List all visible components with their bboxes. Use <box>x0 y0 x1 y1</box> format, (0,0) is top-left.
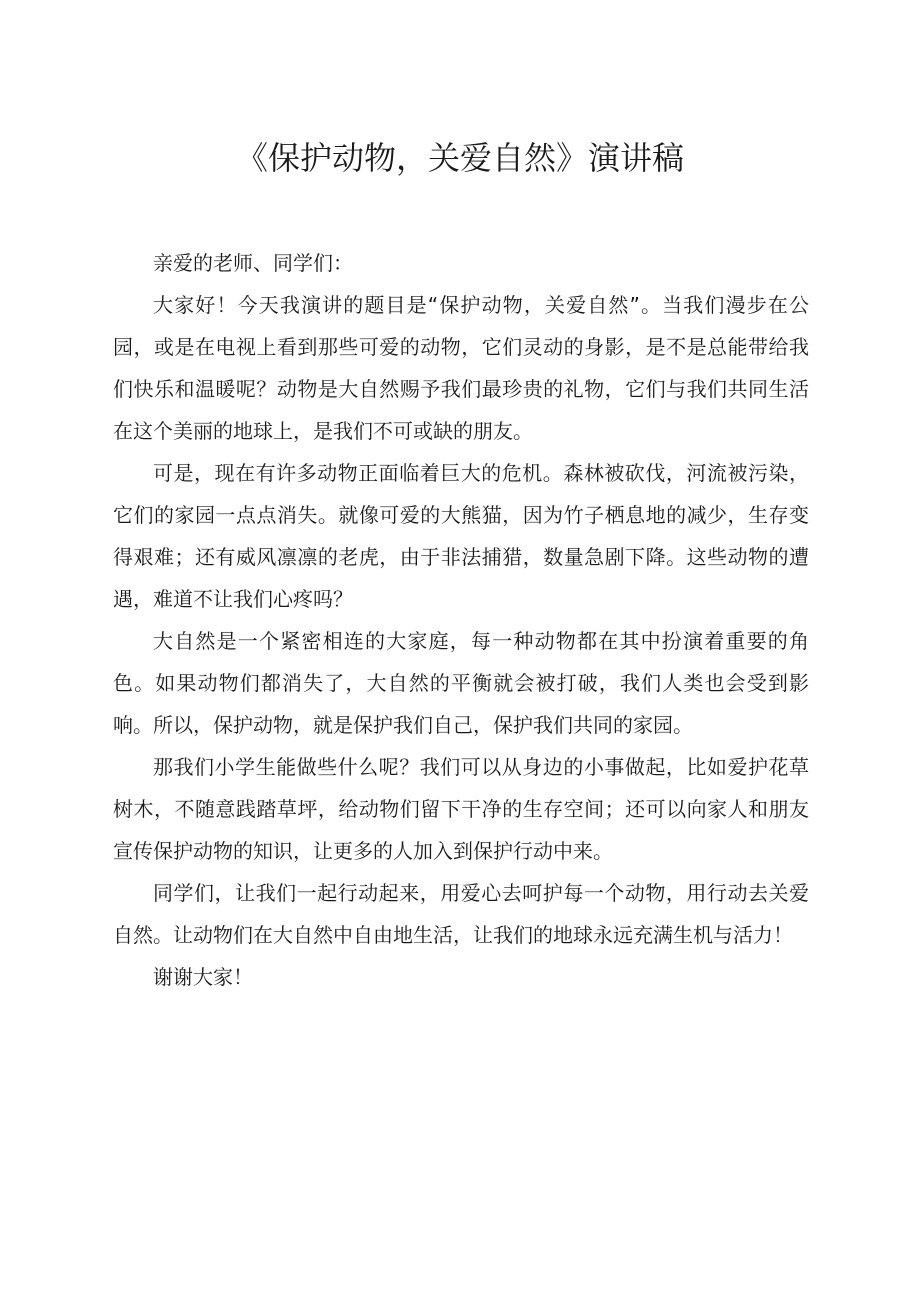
closing-paragraph: 谢谢大家！ <box>153 965 253 989</box>
body-paragraph: 同学们，让我们一起行动起来，用爱心去呵护每一个动物，用行动去关爱自然。让动物们在大自然中自由地生活，让我们的地球永远充满生机与活力！ <box>113 881 809 947</box>
body-paragraph: 那我们小学生能做些什么呢？我们可以从身边的小事做起，比如爱护花草树木，不随意践踏草坪，给动物们留下干净的生存空间；还可以向家人和朋友宣传保护动物的知识，让更多的人加入到保护行动中来。 <box>113 755 809 863</box>
body-paragraph: 大家好！今天我演讲的题目是“保护动物，关爱自然”。当我们漫步在公园，或是在电视上看到那些可爱的动物，它们灵动的身影，是不是总能带给我们快乐和温暖呢？动物是大自然赐予我们最珍贵的礼物，它们与我们共同生活在这个美丽的地球上，是我们不可或缺的朋友。 <box>113 293 809 443</box>
document-title: 《保护动物，关爱自然》演讲稿 <box>235 139 684 177</box>
body-paragraph: 大自然是一个紧密相连的大家庭，每一种动物都在其中扮演着重要的角色。如果动物们都消失了，大自然的平衡就会被打破，我们人类也会受到影响。所以，保护动物，就是保护我们自己，保护我们共同的家园。 <box>113 629 809 737</box>
greeting-paragraph: 亲爱的老师、同学们： <box>153 251 353 275</box>
body-paragraph: 可是，现在有许多动物正面临着巨大的危机。森林被砍伐，河流被污染，它们的家园一点点消失。就像可爱的大熊猫，因为竹子栖息地的减少，生存变得艰难；还有威风凛凛的老虎，由于非法捕猎，数量急剧下降。这些动物的遭遇，难道不让我们心疼吗？ <box>113 461 809 611</box>
document-body <box>113 242 809 998</box>
